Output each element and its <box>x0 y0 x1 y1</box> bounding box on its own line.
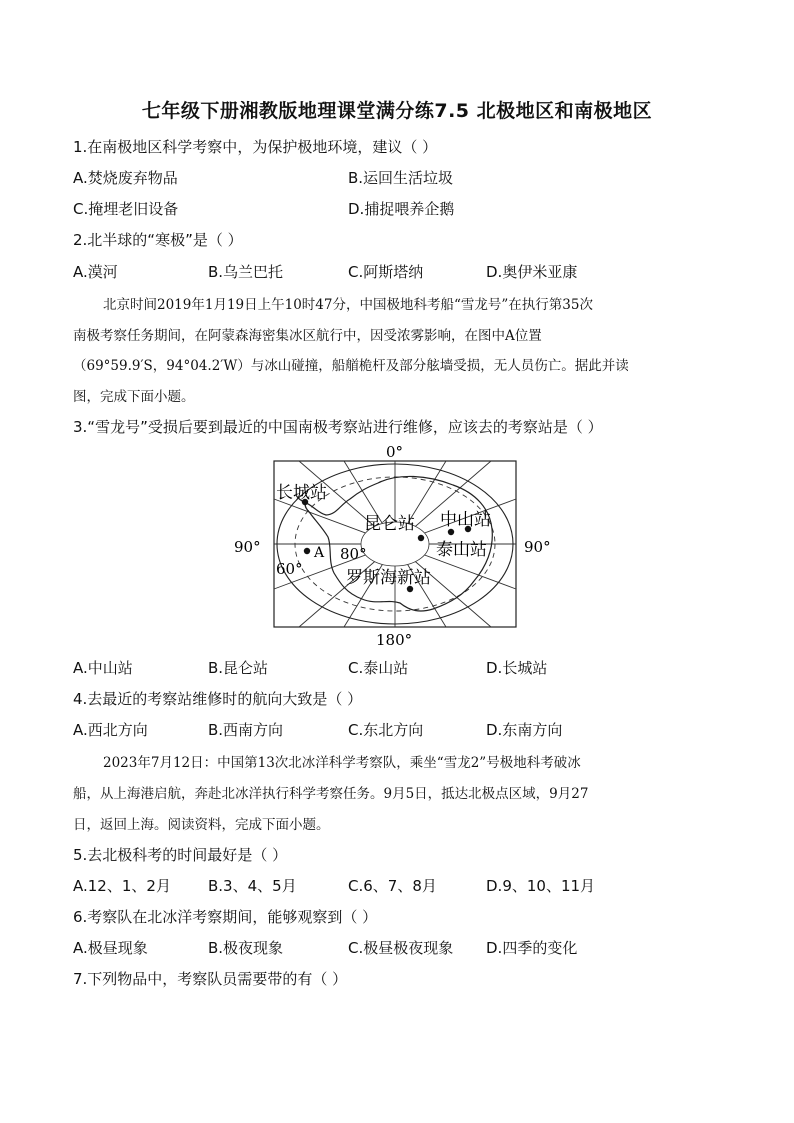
question-1-option-c: C.掩埋老旧设备 <box>73 200 179 218</box>
question-5-option-b: B.3、4、5月 <box>208 877 297 895</box>
passage-1-line-1: 北京时间2019年1月19日上午10时47分，中国极地科考船“雪龙号”在执行第35次 <box>103 297 593 313</box>
meridian-0-label: 0° <box>386 443 404 461</box>
question-6-stem: 6.考察队在北冰洋考察期间，能够观察到（ ） <box>73 908 378 926</box>
question-4-stem: 4.去最近的考察站维修时的航向大致是（ ） <box>73 690 363 708</box>
point-a-label: A <box>314 545 325 561</box>
antarctica-map <box>228 443 568 653</box>
passage-2-line-2: 船，从上海港启航，奔赴北冰洋执行科学考察任务。9月5日，抵达北极点区域，9月27 <box>73 786 589 802</box>
question-4-option-c: C.东北方向 <box>348 721 424 739</box>
question-3-option-a: A.中山站 <box>73 659 133 677</box>
question-2-option-d: D.奥伊米亚康 <box>486 263 578 281</box>
meridian-90-west-label: 90° <box>234 538 261 556</box>
question-1-option-d: D.捕捉喂养企鹅 <box>348 200 455 218</box>
question-2-option-a: A.漠河 <box>73 263 118 281</box>
meridian-180-label: 180° <box>376 631 413 649</box>
question-5-option-d: D.9、10、11月 <box>486 877 596 895</box>
question-5-stem: 5.去北极科考的时间最好是（ ） <box>73 846 288 864</box>
question-2-option-b: B.乌兰巴托 <box>208 263 284 281</box>
question-3-option-c: C.泰山站 <box>348 659 409 677</box>
luosihai-station-label: 罗斯海新站 <box>346 568 431 588</box>
question-4-option-d: D.东南方向 <box>486 721 563 739</box>
passage-2-line-1: 2023年7月12日：中国第13次北冰洋科学考察队，乘坐“雪龙2”号极地科考破冰 <box>103 755 581 771</box>
passage-1-line-4: 图，完成下面小题。 <box>73 389 195 405</box>
question-6-option-b: B.极夜现象 <box>208 939 284 957</box>
question-7-stem: 7.下列物品中，考察队员需要带的有（ ） <box>73 970 348 988</box>
kunlun-station-dot <box>418 535 424 541</box>
question-5-option-a: A.12、1、2月 <box>73 877 171 895</box>
question-4-option-b: B.西南方向 <box>208 721 284 739</box>
passage-1-line-2: 南极考察任务期间，在阿蒙森海密集冰区航行中，因受浓雾影响，在图中A位置 <box>73 328 542 344</box>
taishan-station-label: 泰山站 <box>436 540 487 560</box>
question-2-option-c: C.阿斯塔纳 <box>348 263 424 281</box>
question-3-stem: 3.“雪龙号”受损后要到最近的中国南极考察站进行维修，应该去的考察站是（ ） <box>73 418 603 436</box>
latitude-80-label: 80° <box>340 545 367 563</box>
question-4-option-a: A.西北方向 <box>73 721 148 739</box>
changcheng-station-label: 长城站 <box>276 483 327 503</box>
kunlun-station-label: 昆仑站 <box>364 514 415 534</box>
meridian-90-east-label: 90° <box>524 538 551 556</box>
question-2-stem: 2.北半球的“寒极”是（ ） <box>73 231 243 249</box>
point-a-dot <box>304 548 310 554</box>
latitude-60-label: 60° <box>276 560 303 578</box>
page-title: 七年级下册湘教版地理课堂满分练7.5 北极地区和南极地区 <box>141 100 653 122</box>
question-6-option-d: D.四季的变化 <box>486 939 578 957</box>
question-6-option-c: C.极昼极夜现象 <box>348 939 454 957</box>
question-1-stem: 1.在南极地区科学考察中，为保护极地环境，建议（ ） <box>73 138 438 156</box>
passage-2-line-3: 日，返回上海。阅读资料，完成下面小题。 <box>73 817 330 833</box>
question-1-option-a: A.焚烧废弃物品 <box>73 169 178 187</box>
question-3-option-b: B.昆仑站 <box>208 659 269 677</box>
zhongshan-station-label: 中山站 <box>440 510 491 530</box>
passage-1-line-3: （69°59.9′S，94°04.2′W）与冰山碰撞，船艏桅杆及部分舷墙受损，无人员伤亡。据此并读 <box>73 358 629 374</box>
question-6-option-a: A.极昼现象 <box>73 939 148 957</box>
question-5-option-c: C.6、7、8月 <box>348 877 437 895</box>
question-1-option-b: B.运回生活垃圾 <box>348 169 454 187</box>
question-3-option-d: D.长城站 <box>486 659 548 677</box>
